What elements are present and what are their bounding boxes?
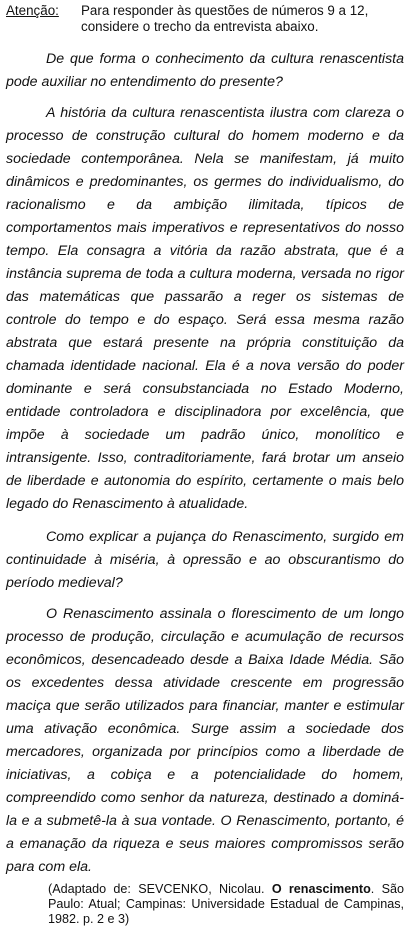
citation-book-title: O renascimento — [271, 882, 371, 896]
exam-text-page — [6, 3, 404, 927]
interview-question-2: Como explicar a pujança do Renascimento, surgido em continuidade à miséria, à opressão e ao obscurantismo do período medieval? — [6, 529, 404, 591]
interview-answer-1: A história da cultura renascentista ilustra com clareza o processo de construção cultural do homem moderno e da sociedade contemporânea. Nela se manifestam, já muito dinâmicos e predominantes, os germes do individualismo, do racionalismo e da ambição ilimitada, típicos de comportamentos mais imperativos e representativos do nosso tempo. Ela consagra a vitória da razão abstrata, que é a instância suprema de toda a cultura moderna, versada no rigor das matemáticas que passarão a reger os sistemas de controle do tempo e do espaço. Será essa mesma razão abstrata que estará presente na própria constituição da chamada identidade nacional. Ela é a nova versão do poder dominante e será consubstanciada no Estado Moderno, entidade controladora e disciplinadora por excelência, que impõe à sociedade um padrão único, monolítico e intransigente. Isso, contraditoriamente, fará brotar um anseio de liberdade e autonomia do espírito, certamente o mais belo legado do Renascimento à atualidade. — [6, 105, 404, 512]
interview-answer-2: O Renascimento assinala o florescimento de um longo processo de produção, circulação e acumulação de recursos econômicos, desencadeado desde a Baixa Idade Média. São os excedentes dessa atividade crescente em progressão maciça que serão utilizados para financiar, manter e estimular uma ativação econômica. Surge assim a sociedade dos mercadores, organizada por princípios como a liberdade de iniciativas, a cobiça e a potencialidade do homem, compreendido como senhor da natureza, destinado a dominá-la e a submetê-la à sua vontade. O Renascimento, portanto, é a emanação da riqueza e seus maiores compromissos serão para com ela. — [6, 606, 404, 875]
citation-suffix: . São Paulo: Atual; Campinas: Universidade Estadual de Campinas, 1982. p. 2 e 3) — [48, 882, 405, 926]
instruction-notice — [6, 3, 404, 35]
citation-prefix: (Adaptado de: SEVCENKO, Nicolau. — [48, 882, 272, 896]
notice-text: Para responder às questões de números 9 a 12, considere o trecho da entrevista abaixo. — [81, 3, 369, 34]
source-citation — [48, 882, 404, 927]
interview-question-1: De que forma o conhecimento da cultura renascentista pode auxiliar no entendimento do presente? — [6, 51, 404, 90]
notice-label: Atenção: — [6, 3, 59, 18]
